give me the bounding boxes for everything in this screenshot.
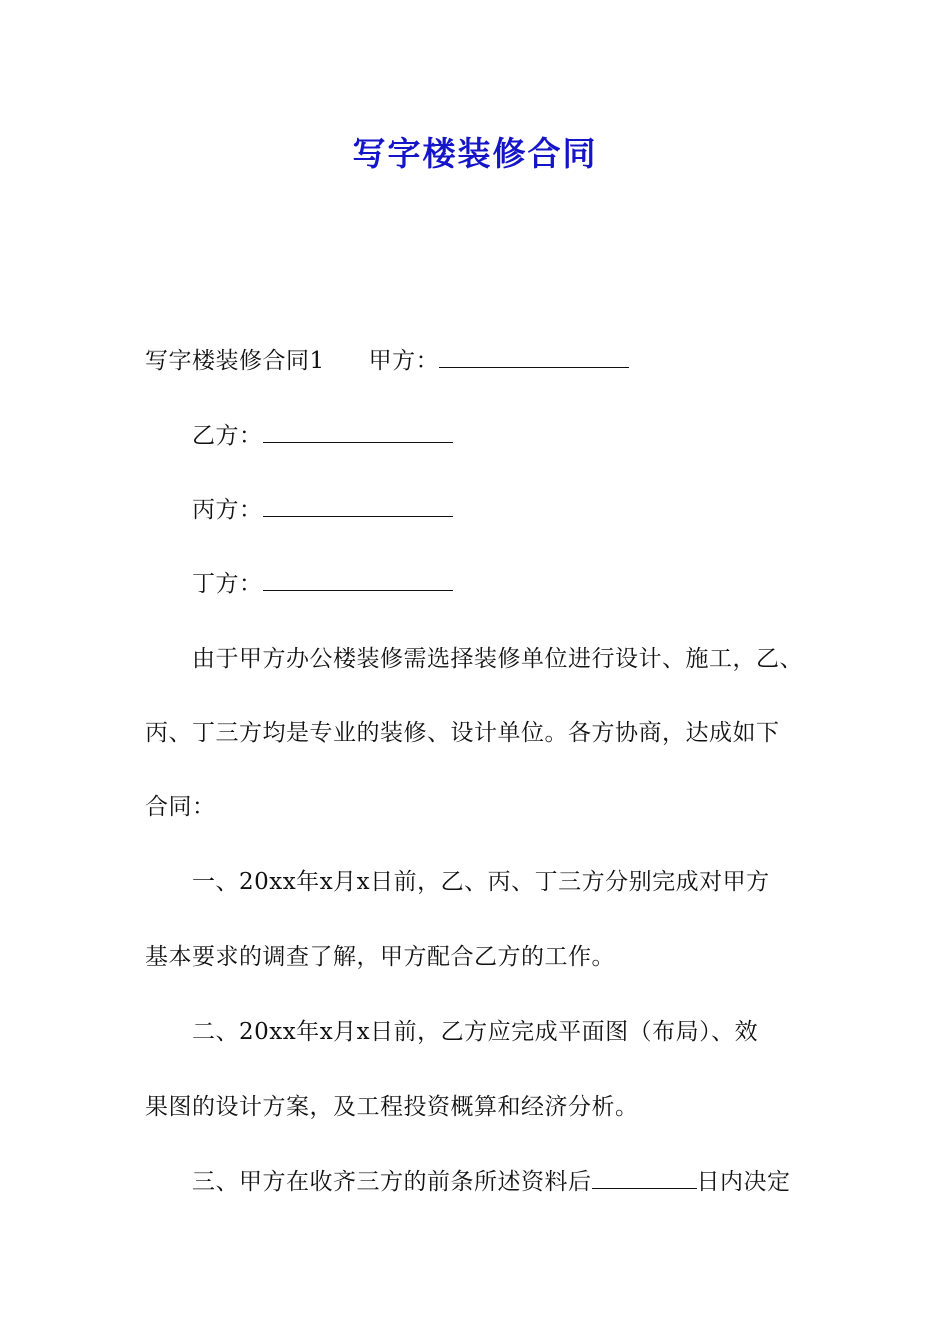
heading-line [145,345,629,376]
clause-3-text-b: 日内决定 [696,1169,791,1195]
party-b-line [192,420,453,451]
party-d-line [192,568,453,599]
party-a-blank[interactable] [439,345,629,368]
party-b-blank[interactable] [263,420,453,443]
intro-line-1: 由于甲方办公楼装修需选择装修单位进行设计、施工，乙、 [192,646,803,672]
intro-line-3: 合同： [145,794,216,820]
contract-heading: 写字楼装修合同1 [145,348,325,374]
days-blank[interactable] [592,1166,697,1189]
document-title: 写字楼装修合同 [352,134,598,173]
clause-2-line-1: 二、20xx年x月x日前，乙方应完成平面图（布局）、效 [192,1019,759,1045]
party-b-label: 乙方： [192,423,263,449]
clause-1-line-2: 基本要求的调查了解，甲方配合乙方的工作。 [145,944,615,970]
party-c-blank[interactable] [263,494,453,517]
party-d-blank[interactable] [263,568,453,591]
party-c-line [192,494,453,525]
clause-1-line-1: 一、20xx年x月x日前，乙、丙、丁三方分别完成对甲方 [192,869,770,895]
party-d-label: 丁方： [192,571,263,597]
intro-line-2: 丙、丁三方均是专业的装修、设计单位。各方协商，达成如下 [145,720,780,746]
party-c-label: 丙方： [192,497,263,523]
clause-2-line-2: 果图的设计方案，及工程投资概算和经济分析。 [145,1094,639,1120]
party-a-label: 甲方： [368,348,440,374]
clause-3-line-1 [192,1166,791,1197]
clause-3-text-a: 三、甲方在收齐三方的前条所述资料后 [192,1169,592,1195]
